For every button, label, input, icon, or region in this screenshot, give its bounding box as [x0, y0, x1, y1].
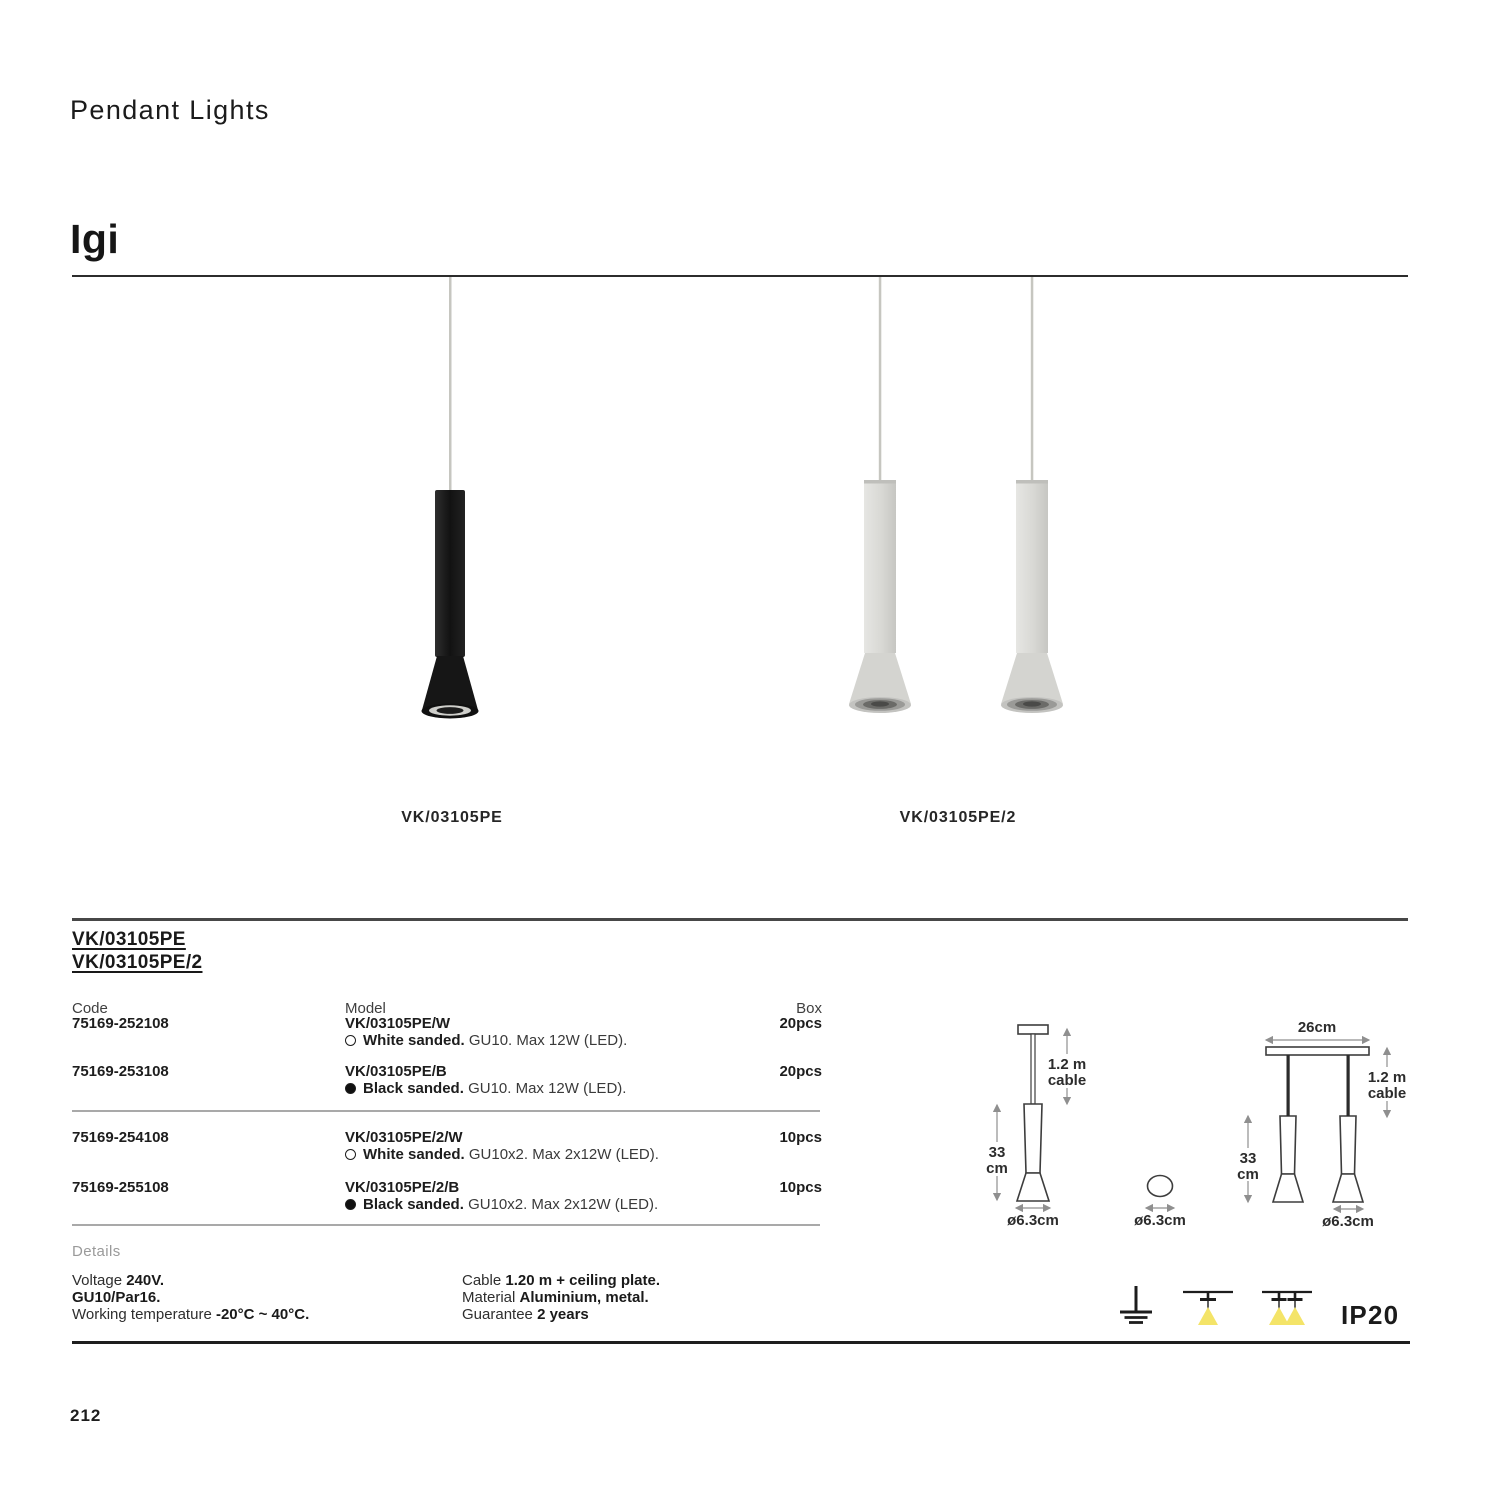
top-view-drawing — [1146, 1176, 1174, 1209]
dim-body-height: 33 — [988, 1144, 1006, 1161]
pendant-cable — [1031, 277, 1034, 481]
svg-text:cable: cable — [1367, 1085, 1407, 1102]
spec-table — [72, 1000, 822, 1240]
technical-drawings — [960, 1008, 1440, 1243]
details-right-column — [462, 1272, 660, 1323]
detail-line: Working temperature -20°C ~ 40°C. — [72, 1306, 310, 1323]
detail-line: Cable 1.20 m + ceiling plate. — [462, 1272, 661, 1289]
detail-line: Material Aluminium, metal. — [462, 1289, 649, 1306]
row-finish: Black sanded. GU10. Max 12W (LED). — [345, 1080, 626, 1097]
table-divider — [72, 1224, 820, 1226]
single-pendant-drawing — [1017, 1025, 1049, 1201]
row-finish: White sanded. GU10. Max 12W (LED). — [345, 1032, 627, 1049]
pendant-white-right-photo — [1001, 277, 1063, 713]
pendant-cable — [449, 277, 452, 491]
dim-cable-length: 1.2 m — [1367, 1069, 1407, 1086]
dim-diameter: ø6.3cm — [1322, 1213, 1374, 1230]
bottom-rule — [72, 1341, 1410, 1344]
row-code: 75169-255108 — [72, 1179, 169, 1196]
single-pendant-icon — [1183, 1292, 1233, 1325]
pendant-cone — [849, 653, 911, 704]
dim-cable-length: 1.2 m — [1047, 1056, 1087, 1073]
page-title: Pendant Lights — [70, 95, 270, 125]
pendant-cone — [1001, 653, 1063, 704]
spec-heading-line2: VK/03105PE/2 — [72, 952, 203, 973]
row-box: 20pcs — [779, 1015, 822, 1032]
row-code: 75169-253108 — [72, 1063, 169, 1080]
dim-body-height: 33 — [1239, 1150, 1257, 1167]
svg-text:cm: cm — [986, 1160, 1008, 1177]
light-beam — [1285, 1307, 1305, 1325]
ground-earth-icon — [1120, 1286, 1152, 1323]
row-box: 10pcs — [779, 1129, 822, 1146]
row-model: VK/03105PE/2/B — [345, 1179, 460, 1196]
pendant-lens — [437, 707, 464, 714]
page-number: 212 — [70, 1406, 102, 1425]
col-header-code: Code — [72, 1000, 108, 1017]
dim-top-diameter: ø6.3cm — [1134, 1212, 1186, 1229]
product-name: Igi — [70, 216, 120, 262]
row-model: VK/03105PE/B — [345, 1063, 447, 1080]
detail-line: GU10/Par16. — [72, 1289, 161, 1306]
pendant-cable — [879, 277, 882, 481]
detail-line: Voltage 240V. — [72, 1272, 165, 1289]
caption-single: VK/03105PE — [401, 809, 503, 826]
row-model: VK/03105PE/W — [345, 1015, 451, 1032]
row-finish: White sanded. GU10x2. Max 2x12W (LED). — [345, 1146, 659, 1163]
ip-rating: IP20 — [1341, 1300, 1400, 1330]
color-swatch-white — [345, 1035, 356, 1046]
color-swatch-white — [345, 1149, 356, 1160]
details-left-column — [72, 1272, 309, 1323]
pendant-body — [435, 490, 465, 657]
svg-text:cm: cm — [1237, 1166, 1259, 1183]
product-photos — [280, 277, 1140, 722]
mid-rule — [72, 918, 1408, 921]
col-header-model: Model — [345, 1000, 386, 1017]
row-box: 20pcs — [779, 1063, 822, 1080]
caption-double: VK/03105PE/2 — [899, 809, 1017, 826]
row-code: 75169-252108 — [72, 1015, 169, 1032]
spec-heading-line1: VK/03105PE — [72, 929, 186, 950]
detail-line: Guarantee 2 years — [462, 1306, 589, 1323]
double-pendant-drawing — [1248, 1040, 1387, 1209]
spec-heading — [72, 928, 203, 974]
table-divider — [72, 1110, 820, 1112]
pendant-lens — [1023, 701, 1041, 706]
feature-icons — [1100, 1272, 1340, 1332]
pendant-cone — [422, 656, 478, 710]
svg-text:cable: cable — [1047, 1072, 1087, 1089]
details-label: Details — [72, 1243, 121, 1260]
color-swatch-black — [345, 1199, 356, 1210]
double-pendant-icon — [1262, 1292, 1312, 1325]
row-model: VK/03105PE/2/W — [345, 1129, 463, 1146]
double-dimension-lines — [1248, 1040, 1387, 1209]
pendant-body — [1016, 480, 1048, 653]
dim-diameter: ø6.3cm — [1007, 1212, 1059, 1229]
pendant-black-photo — [422, 277, 479, 719]
row-code: 75169-254108 — [72, 1129, 169, 1146]
pendant-lens — [871, 701, 889, 706]
col-header-box: Box — [796, 1000, 822, 1017]
light-beam — [1198, 1307, 1218, 1325]
row-finish: Black sanded. GU10x2. Max 2x12W (LED). — [345, 1196, 658, 1213]
dim-canopy-width: 26cm — [1297, 1019, 1337, 1036]
pendant-white-left-photo — [849, 277, 911, 713]
pendant-body — [864, 480, 896, 653]
color-swatch-black — [345, 1083, 356, 1094]
row-box: 10pcs — [779, 1179, 822, 1196]
light-beam — [1269, 1307, 1289, 1325]
